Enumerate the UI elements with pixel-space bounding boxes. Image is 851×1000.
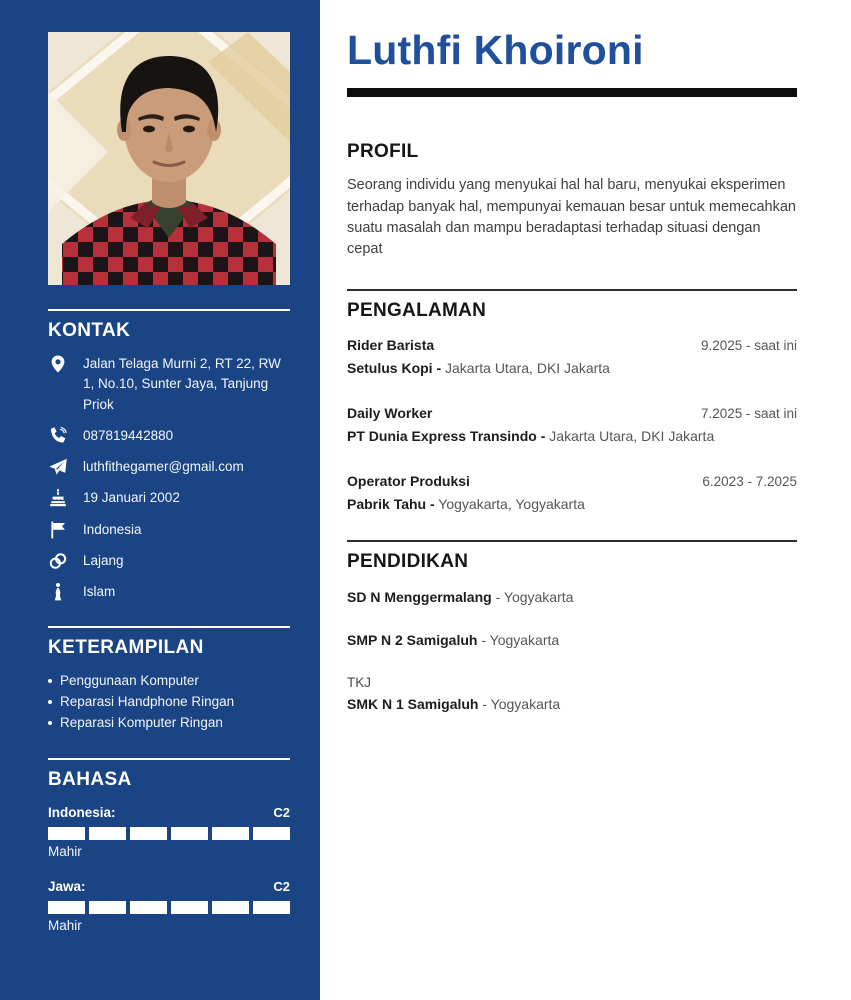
job-company-line bbox=[347, 360, 797, 376]
kontak-title: KONTAK bbox=[48, 320, 131, 341]
kontak-section bbox=[48, 309, 290, 602]
birthday-cake-icon bbox=[48, 488, 68, 508]
flag-icon bbox=[48, 520, 68, 540]
name-underline-bar bbox=[347, 88, 797, 97]
profil-text: Seorang individu yang menyukai hal hal baru, menyukai eksperimen terhadap banyak hal, mempunyai kemauan besar untuk memecahkan suatu masalah dan mampu beradaptasi terhadap situasi dengan cepat bbox=[347, 177, 796, 258]
language-proficiency-label: Mahir bbox=[48, 844, 82, 860]
bar-segment bbox=[48, 827, 85, 840]
job-dates: 7.2025 - saat ini bbox=[700, 405, 797, 421]
school-name: SMP N 2 Samigaluh bbox=[347, 631, 478, 648]
experience-head bbox=[347, 405, 797, 421]
language-head bbox=[48, 805, 290, 820]
job-location: Jakarta Utara, DKI Jakarta bbox=[549, 427, 715, 444]
profil-section bbox=[347, 141, 797, 261]
bar-segment bbox=[171, 901, 208, 914]
job-company-line bbox=[347, 496, 797, 512]
contact-row-nationality bbox=[48, 520, 290, 540]
pengalaman-title: PENGALAMAN bbox=[347, 299, 487, 321]
bar-segment bbox=[130, 901, 167, 914]
experience-entry bbox=[347, 337, 797, 376]
contact-religion: Islam bbox=[83, 584, 116, 599]
main-content bbox=[320, 0, 851, 1000]
education-line bbox=[347, 696, 797, 712]
language-jawa bbox=[48, 879, 290, 933]
experience-head bbox=[347, 337, 797, 353]
language-level-badge: C2 bbox=[273, 805, 290, 821]
location-pin-icon bbox=[48, 354, 68, 374]
skill-item: Penggunaan Komputer bbox=[48, 671, 290, 692]
bahasa-title: BAHASA bbox=[48, 769, 132, 791]
language-proficiency-bar bbox=[48, 901, 290, 914]
education-entry bbox=[347, 675, 797, 712]
company-name: Setulus Kopi - bbox=[347, 359, 442, 376]
contact-address: Jalan Telaga Murni 2, RT 22, RW 1, No.10, Sunter Jaya, Tanjung Priok bbox=[83, 356, 281, 412]
profile-photo bbox=[48, 32, 290, 285]
contact-birthdate: 19 Januari 2002 bbox=[83, 490, 180, 506]
bar-segment bbox=[89, 827, 126, 840]
profil-title: PROFIL bbox=[347, 141, 419, 163]
contact-nationality: Indonesia bbox=[83, 521, 142, 537]
keterampilan-section bbox=[48, 626, 290, 734]
language-name: Jawa: bbox=[48, 879, 86, 895]
contact-row-email bbox=[48, 457, 290, 477]
pengalaman-section bbox=[347, 289, 797, 512]
company-name: PT Dunia Express Transindo - bbox=[347, 427, 546, 444]
job-dates: 6.2023 - 7.2025 bbox=[702, 473, 797, 489]
education-major: TKJ bbox=[347, 674, 372, 690]
education-entry bbox=[347, 632, 797, 648]
skill-item: Reparasi Komputer Ringan bbox=[48, 713, 290, 734]
profile-photo-illustration bbox=[48, 32, 290, 285]
language-level-badge: C2 bbox=[273, 879, 290, 895]
contact-list bbox=[48, 354, 290, 602]
contact-email[interactable]: luthfithegamer@gmail.com bbox=[83, 459, 244, 474]
language-head bbox=[48, 879, 290, 894]
bar-segment bbox=[130, 827, 167, 840]
bar-segment bbox=[253, 827, 290, 840]
skill-list bbox=[48, 671, 290, 734]
pendidikan-section bbox=[347, 540, 797, 712]
education-line bbox=[347, 632, 797, 648]
education-entry bbox=[347, 589, 797, 605]
contact-row-marital-status bbox=[48, 551, 290, 571]
contact-row-religion bbox=[48, 582, 290, 602]
school-location: - Yogyakarta bbox=[495, 588, 574, 605]
experience-head bbox=[347, 473, 797, 489]
contact-marital-status: Lajang bbox=[83, 552, 124, 568]
bar-segment bbox=[212, 827, 249, 840]
bar-segment bbox=[171, 827, 208, 840]
skill-item: Reparasi Handphone Ringan bbox=[48, 692, 290, 713]
bar-segment bbox=[89, 901, 126, 914]
language-proficiency-label: Mahir bbox=[48, 918, 82, 934]
contact-row-phone bbox=[48, 426, 290, 446]
candidate-name: Luthfi Khoironi bbox=[347, 27, 644, 73]
contact-row-birthdate bbox=[48, 488, 290, 508]
school-location: - Yogyakarta bbox=[482, 695, 561, 712]
job-title: Daily Worker bbox=[347, 404, 433, 421]
job-company-line bbox=[347, 428, 797, 444]
education-line bbox=[347, 589, 797, 605]
bahasa-section bbox=[48, 758, 290, 933]
school-name: SD N Menggermalang bbox=[347, 588, 492, 605]
sidebar bbox=[0, 0, 320, 1000]
bar-segment bbox=[253, 901, 290, 914]
language-name: Indonesia: bbox=[48, 805, 116, 821]
job-title: Rider Barista bbox=[347, 336, 435, 353]
job-title: Operator Produksi bbox=[347, 472, 470, 489]
language-proficiency-bar bbox=[48, 827, 290, 840]
bar-segment bbox=[212, 901, 249, 914]
keterampilan-title: KETERAMPILAN bbox=[48, 637, 204, 659]
contact-phone[interactable]: 087819442880 bbox=[83, 427, 174, 443]
rings-icon bbox=[48, 551, 68, 571]
bar-segment bbox=[48, 901, 85, 914]
experience-entry bbox=[347, 473, 797, 512]
job-location: Jakarta Utara, DKI Jakarta bbox=[445, 359, 610, 376]
contact-row-address bbox=[48, 354, 290, 415]
phone-icon bbox=[48, 426, 68, 446]
company-name: Pabrik Tahu - bbox=[347, 495, 435, 512]
pendidikan-title: PENDIDIKAN bbox=[347, 550, 469, 572]
school-location: - Yogyakarta bbox=[481, 631, 560, 648]
prayer-icon bbox=[48, 582, 68, 602]
paper-plane-icon bbox=[48, 457, 68, 477]
language-indonesia bbox=[48, 805, 290, 859]
job-dates: 9.2025 - saat ini bbox=[700, 337, 797, 353]
school-name: SMK N 1 Samigaluh bbox=[347, 695, 479, 712]
experience-entry bbox=[347, 405, 797, 444]
job-location: Yogyakarta, Yogyakarta bbox=[438, 495, 585, 512]
